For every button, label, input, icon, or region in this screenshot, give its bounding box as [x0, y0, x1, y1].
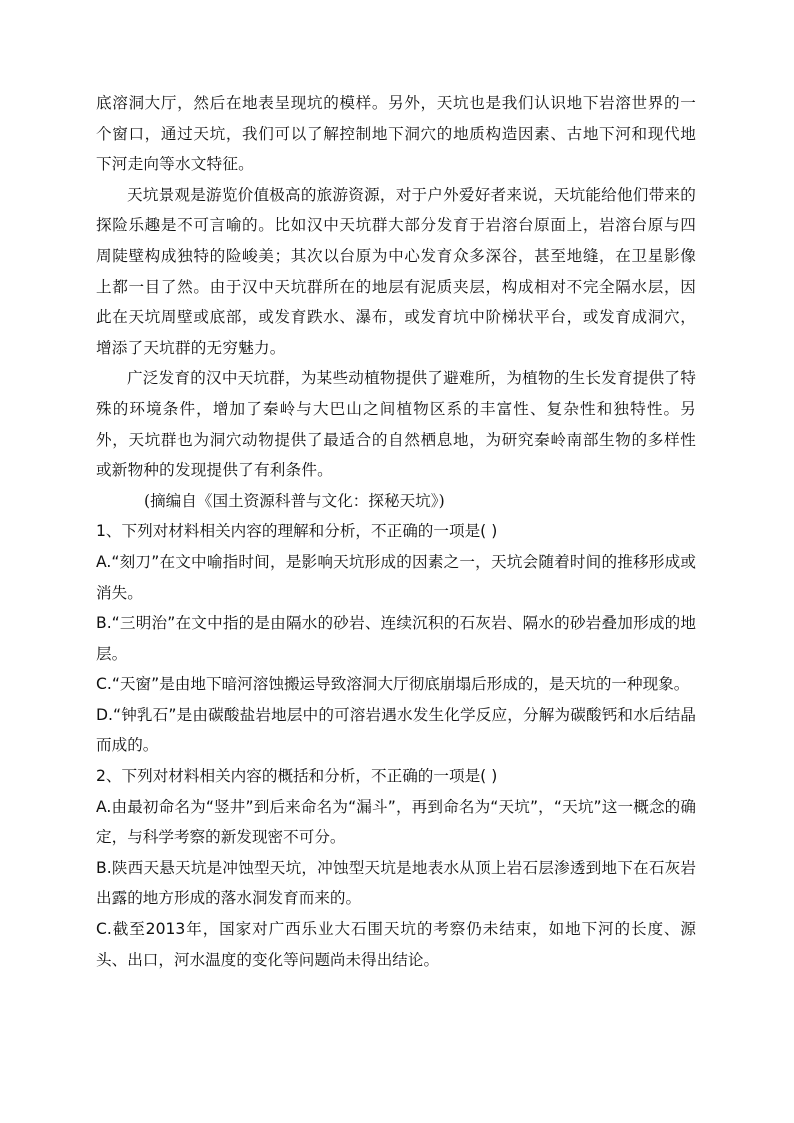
- passage-paragraph: 天坑景观是游览价值极高的旅游资源，对于户外爱好者来说，天坑能给他们带来的探险乐趣是不可言喻的。比如汉中天坑群大部分发育于岩溶台原面上，岩溶台原与四周陡壁构成独特的险峻美；其次以台原为中心发育众多深谷，甚至地缝，在卫星影像上都一目了然。由于汉中天坑群所在的地层有泥质夹层，构成相对不完全隔水层，因此在天坑周壁或底部，或发育跌水、瀑布，或发育坑中阶梯状平台，或发育成洞穴，增添了天坑群的无穷魅力。: [96, 185, 696, 357]
- passage-paragraph-continued: 底溶洞大厅，然后在地表呈现坑的模样。另外，天坑也是我们认识地下岩溶世界的一个窗口，通过天坑，我们可以了解控制地下洞穴的地质构造因素、古地下河和现代地下河走向等水文特征。: [96, 94, 696, 174]
- question-2: [96, 761, 696, 975]
- option-a: A.由最初命名为“竖井”到后来命名为“漏斗”，再到命名为“天坑”，“天坑”这一概念的确定，与科学考察的新发现密不可分。: [96, 797, 696, 847]
- question-stem: 2、下列对材料相关内容的概括和分析，不正确的一项是( ): [96, 767, 498, 786]
- document-page: [96, 88, 696, 975]
- option-b: B.陕西天悬天坑是冲蚀型天坑，冲蚀型天坑是地表水从顶上岩石层渗透到地下在石灰岩出露的地方形成的落水洞发育而来的。: [96, 858, 696, 908]
- option-c: C.截至2013年，国家对广西乐业大石围天坑的考察仍未结束，如地下河的长度、源头、出口，河水温度的变化等问题尚未得出结论。: [96, 920, 696, 969]
- option-d: D.“钟乳石”是由碳酸盐岩地层中的可溶岩遇水发生化学反应，分解为碳酸钙和水后结晶而成的。: [96, 705, 696, 755]
- question-1: [96, 516, 696, 761]
- option-b: B.“三明治”在文中指的是由隔水的砂岩、连续沉积的石灰岩、隔水的砂岩叠加形成的地层。: [96, 614, 696, 663]
- passage-paragraph: 广泛发育的汉中天坑群，为某些动植物提供了避难所，为植物的生长发育提供了特殊的环境条件，增加了秦岭与大巴山之间植物区系的丰富性、复杂性和独特性。另外，天坑群也为洞穴动物提供了最适合的自然栖息地，为研究秦岭南部生物的多样性或新物种的发现提供了有利条件。: [96, 369, 696, 480]
- passage-source: (摘编自《国土资源科普与文化：探秘天坑》): [144, 491, 445, 510]
- option-a: A.“刻刀”在文中喻指时间，是影响天坑形成的因素之一，天坑会随着时间的推移形成或消失。: [96, 552, 696, 602]
- option-c: C.“天窗”是由地下暗河溶蚀搬运导致溶洞大厅彻底崩塌后形成的，是天坑的一种现象。: [96, 675, 690, 694]
- question-stem: 1、下列对材料相关内容的理解和分析，不正确的一项是( ): [96, 522, 498, 541]
